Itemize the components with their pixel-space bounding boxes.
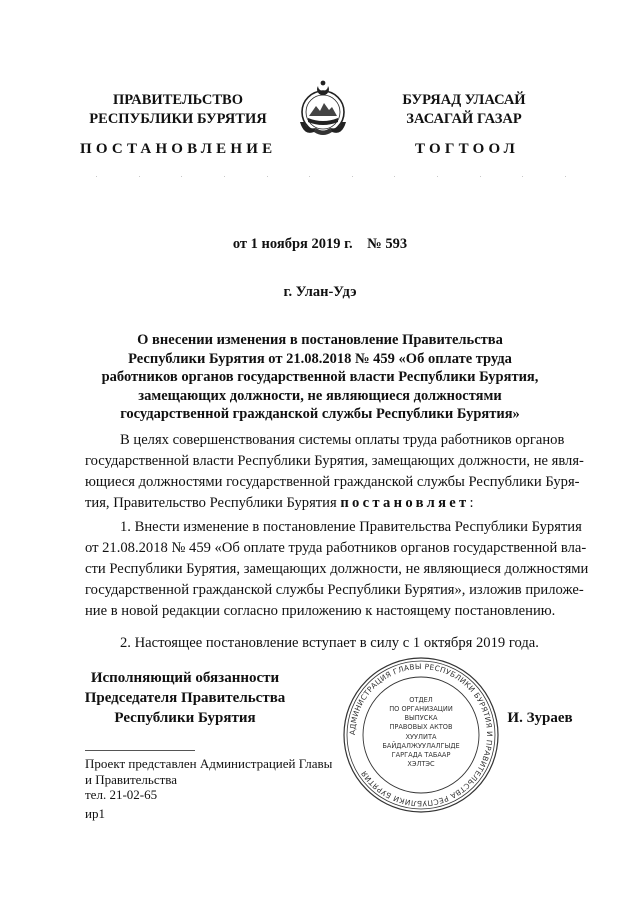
signature-position-line: Председателя Правительства (84, 690, 286, 706)
title-line: О внесении изменения в постановление Правительства (137, 332, 503, 348)
title-line: работников органов государственной власти Республики Бурятия, (101, 369, 539, 385)
footer-initials: ир1 (85, 806, 105, 821)
header-separator (96, 176, 566, 178)
preamble (85, 430, 584, 514)
preamble-line: государственной власти Республики Бурятия, замещающих должности, не явля- (85, 453, 584, 469)
title-line: государственной гражданской службы Республики Бурятия» (120, 406, 520, 422)
svg-text:ХЭЛТЭС: ХЭЛТЭС (407, 760, 435, 768)
svg-text:БАЙДАЛЖУУЛАЛГЫДЕ: БАЙДАЛЖУУЛАЛГЫДЕ (382, 742, 460, 750)
decree-word: постановляет (340, 495, 470, 511)
signature-position-line: Исполняющий обязанности (90, 670, 280, 686)
preamble-line: ющиеся должностями государственной гражданской службы Республики Буря- (85, 474, 580, 490)
item-1-line: ние в новой редакции согласно приложению к настоящему постановлению. (85, 603, 556, 619)
preamble-line: В целях совершенствования системы оплаты труда работников органов (120, 432, 565, 448)
date-number: от 1 ноября 2019 г. № 593 (232, 236, 408, 252)
coat-of-arms-emblem (294, 78, 352, 140)
preamble-last-line (85, 493, 565, 514)
item-1 (85, 517, 589, 622)
header-right-line-1: БУРЯАД УЛАСАЙ (402, 92, 526, 108)
svg-text:ПО ОРГАНИЗАЦИИ: ПО ОРГАНИЗАЦИИ (389, 705, 453, 713)
item-1-line: 1. Внести изменение в постановление Правительства Республики Бурятия (120, 519, 582, 535)
document-title (60, 331, 580, 424)
official-stamp (341, 655, 501, 815)
svg-text:ПРАВОВЫХ АКТОВ: ПРАВОВЫХ АКТОВ (389, 723, 453, 731)
signature-position-line: Республики Бурятия (114, 710, 256, 726)
header-left-line-1: ПРАВИТЕЛЬСТВО (113, 92, 243, 108)
item-1-line: государственной гражданской службы Республики Бурятия», изложив приложе- (85, 582, 584, 598)
header-right-line-2: ЗАСАГАЙ ГАЗАР (406, 111, 522, 127)
title-line: Республики Бурятия от 21.08.2018 № 459 «Об оплате труда (128, 350, 512, 367)
svg-text:ГАРГАДА ТАБААР: ГАРГАДА ТАБААР (391, 751, 451, 759)
svg-text:ХУУЛИТА: ХУУЛИТА (405, 733, 437, 741)
footer-line: тел. 21-02-65 (85, 787, 158, 802)
item-1-line: от 21.08.2018 № 459 «Об оплате труда работников органов государственной вла- (85, 540, 587, 556)
svg-text:ОТДЕЛ: ОТДЕЛ (409, 696, 433, 704)
svg-text:АДМИНИСТРАЦИЯ ГЛАВЫ РЕСПУБЛИКИ: АДМИНИСТРАЦИЯ ГЛАВЫ РЕСПУБЛИКИ БУРЯТИЯ И ПРАВИТЕЛЬСТВА РЕСПУБЛИКИ БУРЯТИЯ (347, 661, 495, 809)
city: г. Улан-Удэ (283, 284, 357, 300)
preamble-last-prefix: тия, Правительство Республики Бурятия (85, 495, 341, 511)
item-1-line: сти Республики Бурятия, замещающих должности, не являющиеся должностями (85, 561, 589, 577)
preamble-last-suffix: : (469, 495, 474, 511)
doc-type-bur: ТОГТООЛ (415, 141, 519, 157)
footer-divider (85, 750, 195, 751)
svg-text:ВЫПУСКА: ВЫПУСКА (404, 714, 438, 722)
footer-note (85, 756, 332, 803)
item-2: 2. Настоящее постановление вступает в силу с 1 октября 2019 года. (120, 635, 539, 651)
header-left-line-2: РЕСПУБЛИКИ БУРЯТИЯ (89, 111, 267, 127)
signature-position (70, 668, 300, 728)
title-line: замещающих должности, не являющиеся должностями (138, 387, 502, 404)
footer-line: и Правительства (85, 771, 178, 787)
signer-name: И. Зураев (507, 710, 573, 726)
footer-line: Проект представлен Администрацией Главы (85, 756, 333, 771)
doc-type-ru: ПОСТАНОВЛЕНИЕ (80, 141, 277, 157)
header-left (78, 91, 278, 129)
header-right (354, 91, 574, 129)
